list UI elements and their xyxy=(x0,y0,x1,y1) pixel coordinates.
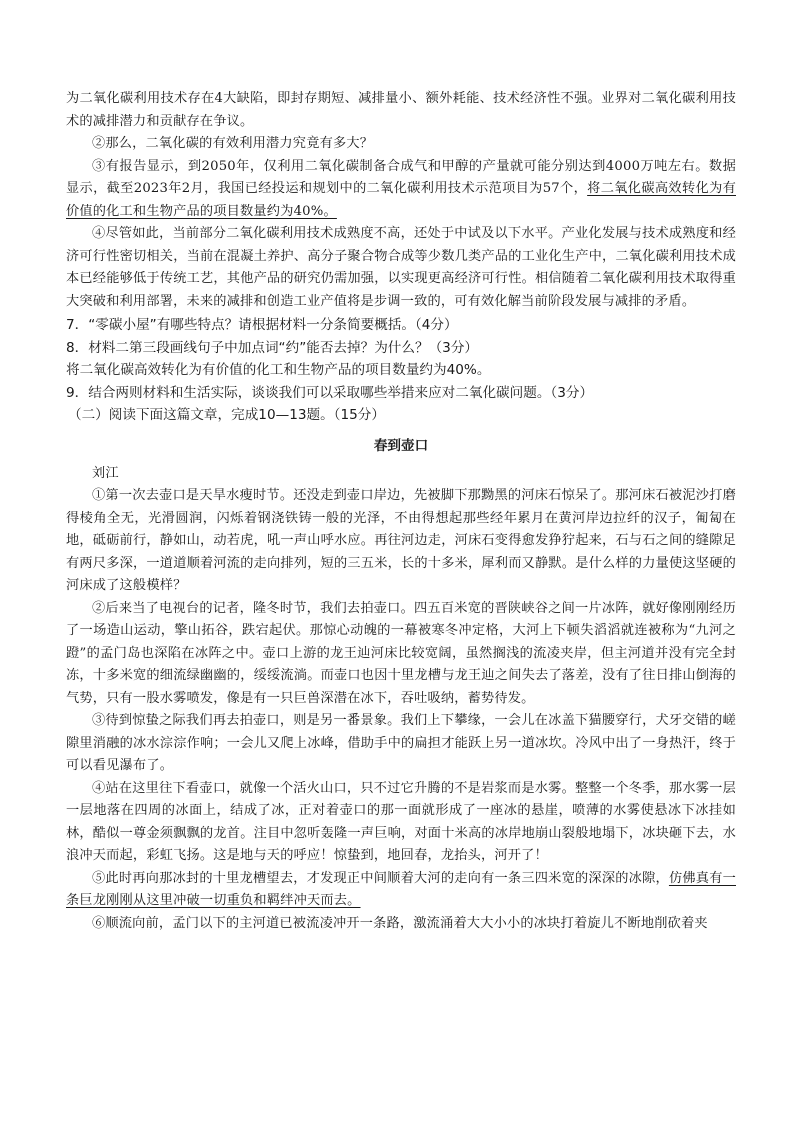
paragraph-2: ②那么，二氧化碳的有效利用潜力究竟有多大？ xyxy=(92,136,374,151)
paragraph-4: ④尽管如此，当前部分二氧化碳利用技术成熟度不高，还处于中试及以下水平。产业化发展与技术成熟度和经济可行性密切相关，当前在混凝土养护、高分子聚合物合成等少数几类产品的工业化生产中，二氧化碳利用技术成本已经能够低于传统工艺，其他产品的研究仍需加强，以实现更高经济可行性。相信随着二氧化碳利用技术取得重大突破和利用部署，未来的减排和创造工业产值将是步调一致的，可有效化解当前阶段发展与减排的矛盾。 xyxy=(66,226,736,309)
essay-paragraph-3: ③待到惊蛰之际我们再去拍壶口，则是另一番景象。我们上下攀缘，一会儿在冰盖下猫腰穿行，犬牙交错的嵯隙里消融的冰水淙淙作响；一会儿又爬上冰峰，借助手中的扁担才能跃上另一道冰坎。冷风中出了一身热汗，终于可以看见瀑布了。 xyxy=(66,713,736,773)
essay-author: 刘江 xyxy=(92,465,119,481)
paragraph-3 xyxy=(66,156,736,224)
question-8: 8．材料二第三段画线句子中加点词“约”能否去掉？为什么？（3分） xyxy=(66,339,479,356)
essay-paragraph-5 xyxy=(66,868,736,913)
section-two-heading: （二）阅读下面这篇文章，完成10—13题。（15分） xyxy=(68,407,385,423)
essay-paragraph-1: ①第一次去壶口是天旱水瘦时节。还没走到壶口岸边，先被脚下那黝黑的河床石惊呆了。那河床石被泥沙打磨得棱角全无，光滑圆润，闪烁着钢浇铁铸一般的光泽，不由得想起那些经年累月在黄河岸边拉纤的汉子，匍匐在地，砥砺前行，静如山，动若虎，吼一声山呼水应。再往河边走，河床石变得愈发狰狞起来，石与石之间的缝隙足有两尺多深，一道道顺着河流的走向排列，短的三五米，长的十多米，犀利而又静默。是什么样的力量使这坚硬的河床成了这般模样？ xyxy=(66,488,736,593)
essay-paragraph-4: ④站在这里往下看壶口，就像一个活火山口，只不过它升腾的不是岩浆而是水雾。整整一个冬季，那水雾一层一层地落在四周的冰面上，结成了冰，正对着壶口的那一面就形成了一座冰的悬崖，喷薄的水雾使悬冰下冰挂如林，酷似一尊金须飘飘的龙首。注目中忽听轰隆一声巨响，对面十米高的冰岸地崩山裂般地塌下，冰块砸下去，水浪冲天而起，彩虹飞扬。这是地与天的呼应！惊蛰到，地回春，龙抬头，河开了！ xyxy=(66,780,736,863)
question-block xyxy=(66,314,736,427)
underlined-sentence: 将二氧化碳高效转化为有价值的化工和生物产品的项目数量约为40%。 xyxy=(66,181,736,219)
underlined-sentence: 仿佛真有一条巨龙刚刚从这里冲破一切重负和羁绊冲天而去。 xyxy=(66,870,736,908)
essay-paragraph-6: ⑥顺流向前，孟门以下的主河道已被流凌冲开一条路，激流涌着大大小小的冰块打着旋儿不断地削砍着夹 xyxy=(92,915,708,931)
essay-title: 春到壶口 xyxy=(373,437,429,454)
essay-body xyxy=(66,463,736,936)
question-7: 7．“零碳小屋”有哪些特点？请根据材料一分条简要概括。（4分） xyxy=(66,317,458,333)
essay-paragraph-2: ②后来当了电视台的记者，隆冬时节，我们去拍壶口。四五百米宽的晋陕峡谷之间一片冰阵，就好像刚刚经历了一场造山运动，擎山拓谷，跌宕起伏。那惊心动魄的一幕被寒冬冲定格，大河上下顿失滔滔就连被称为“九河之蹬”的孟门岛也深陷在冰阵之中。壶口上游的龙王辿河床比较宽阔，虽然搁浅的流凌夹岸，但主河道并没有完全封冻，十多米宽的细流绿幽幽的，绥绥流淌。而壶口也因十里龙槽与龙王辿之间失去了落差，没有了往日排山倒海的气势，只有一股水雾喷发，像是有一只巨兽深潜在冰下，吞吐吸纳，蓄势待发。 xyxy=(66,600,736,706)
passage-material-two xyxy=(66,88,736,313)
question-9: 9．结合两则材料和生活实际，谈谈我们可以采取哪些举措来应对二氧化碳问题。（3分） xyxy=(66,384,594,401)
paragraph-continued: 为二氧化碳利用技术存在4大缺陷，即封存期短、减排量小、额外耗能、技术经济性不强。业界对二氧化碳利用技术的减排潜力和贡献存在争议。 xyxy=(66,91,736,129)
essay-paragraph-5-text: ⑤此时再向那冰封的十里龙槽望去，才发现正中间顺着大河的走向有一条三四米宽的深深的冰隙， xyxy=(92,870,669,886)
paragraph-3-text: ③有报告显示，到2050年，仅利用二氧化碳制备合成气和甲醇的产量就可能分别达到4000万吨左右。数据显示，截至2023年2月，我国已经投运和规划中的二氧化碳利用技术示范项目为57个， xyxy=(66,158,736,196)
question-8-quote: 将二氧化碳高效转化为有价值的化工和生物产品的项目数量约为40%。 xyxy=(66,362,491,378)
